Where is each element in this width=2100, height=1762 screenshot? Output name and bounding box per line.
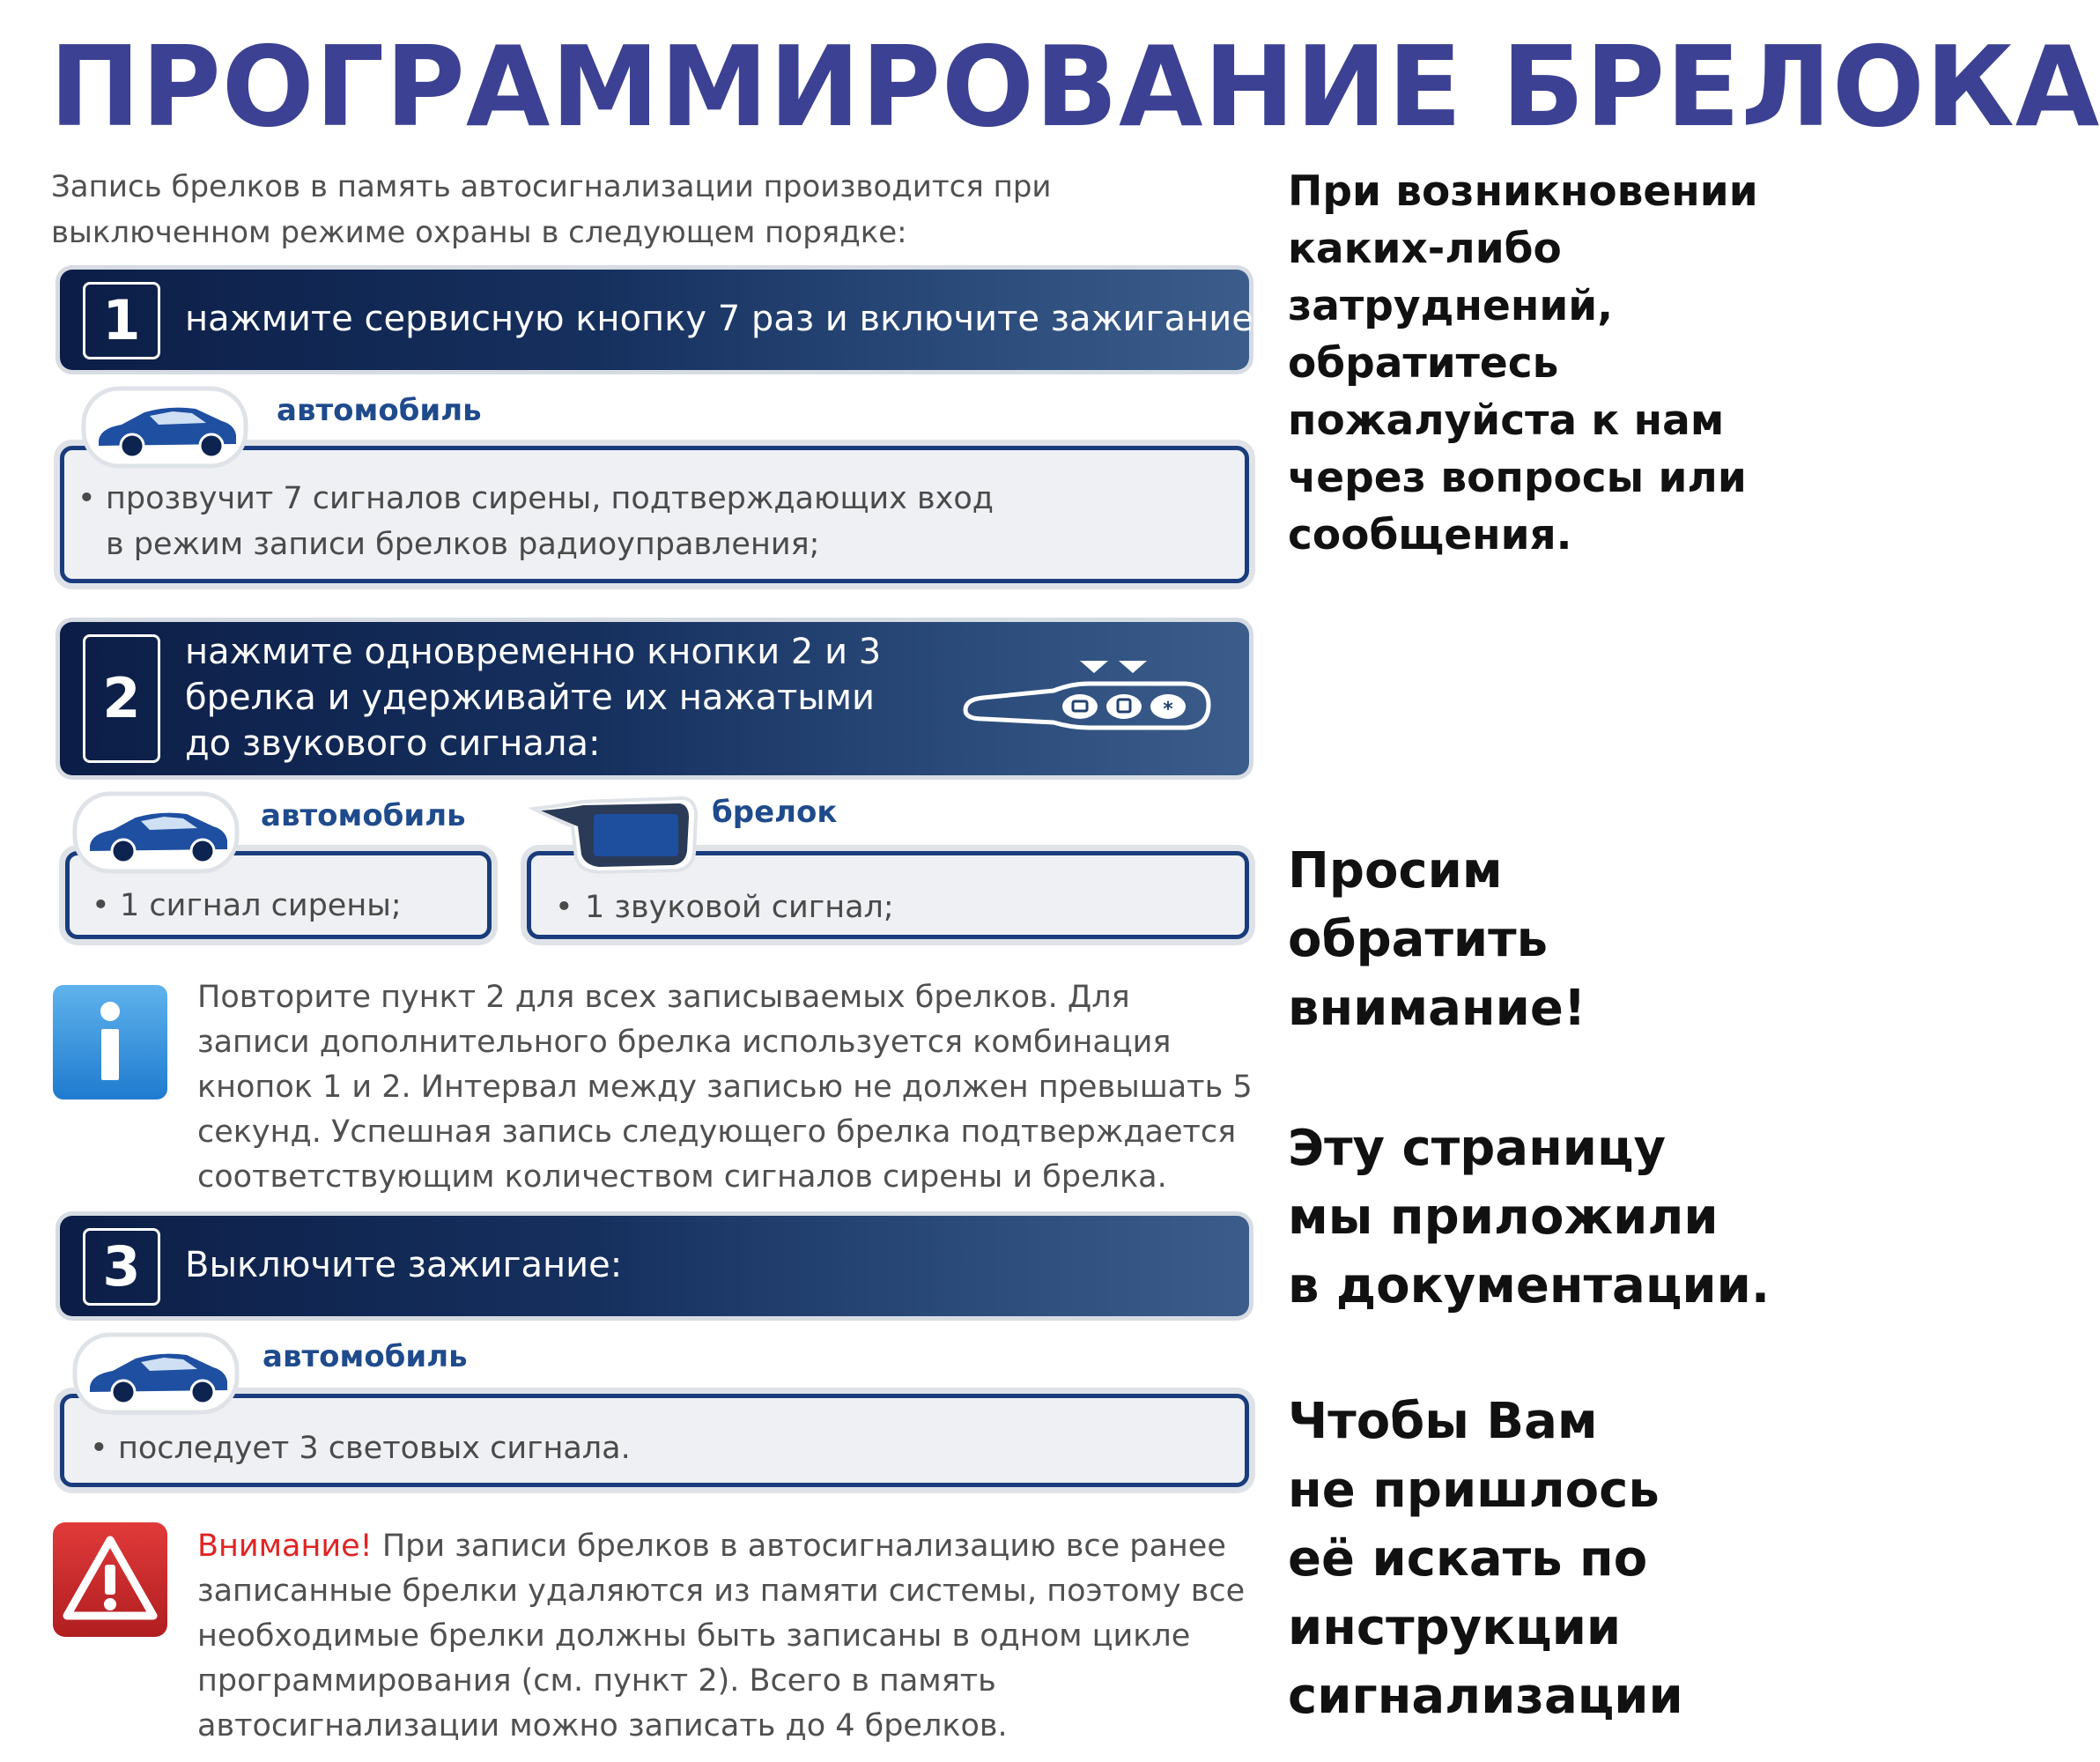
side-note-contact: [1288, 163, 1758, 564]
info-line: соответствующим количеством сигналов сирены и брелка.: [197, 1159, 1167, 1195]
info-text: [197, 975, 1253, 1200]
side-note-instruction: [1288, 1388, 1683, 1731]
warning-line: программирования (см. пункт 2). Всего в память: [197, 1663, 996, 1699]
side-line: Просим: [1288, 842, 1503, 900]
side-line: пожалуйста к нам: [1288, 396, 1725, 445]
fob-label: брелок: [712, 795, 838, 830]
key-fob-icon: [957, 648, 1221, 754]
car-label: автомобиль: [277, 393, 482, 428]
key-fob-device-icon: [529, 789, 701, 877]
info-line: кнопок 1 и 2. Интервал между записью не должен превышать 5: [197, 1070, 1253, 1105]
step-text: нажмите сервисную кнопку 7 раз и включите зажигание:: [185, 299, 1266, 339]
side-line: Эту страницу: [1288, 1120, 1667, 1177]
side-line: обратитесь: [1288, 339, 1559, 388]
warning-icon: [53, 1522, 167, 1637]
bullet: •: [78, 481, 96, 516]
side-note-documentation: [1288, 1114, 1770, 1321]
intro-line: выключенном режиме охраны в следующем порядке:: [51, 215, 907, 250]
step-number: 1: [83, 282, 160, 359]
step-2-bar: [60, 622, 1249, 775]
car-icon: [81, 386, 248, 469]
side-line: сигнализации: [1288, 1668, 1683, 1725]
warning-text: [197, 1524, 1245, 1749]
step-text: брелка и удерживайте их нажатыми: [185, 677, 876, 718]
result-line: последует 3 световых сигнала.: [118, 1431, 631, 1466]
side-line: не пришлось: [1288, 1462, 1660, 1519]
step-number: 3: [83, 1228, 160, 1306]
intro-line: Запись брелков в память автосигнализации производится при: [51, 169, 1052, 204]
step-text: нажмите одновременно кнопки 2 и 3: [185, 632, 882, 672]
info-line: Повторите пункт 2 для всех записываемых брелков. Для: [197, 980, 1130, 1015]
intro-text: [51, 164, 1249, 255]
step-number: 2: [83, 634, 160, 763]
warning-line: необходимые брелки должны быть записаны в одном цикле: [197, 1618, 1191, 1654]
page-title: ПРОГРАММИРОВАНИЕ БРЕЛОКА: [49, 22, 2100, 152]
step-text: до звукового сигнала:: [185, 723, 601, 764]
side-line: Чтобы Вам: [1288, 1393, 1598, 1450]
result-line: прозвучит 7 сигналов сирены, подтверждающих вход: [106, 481, 994, 516]
side-note-attention: [1288, 837, 1586, 1043]
car-label: автомобиль: [261, 798, 466, 833]
car-label: автомобиль: [262, 1339, 468, 1374]
bullet: •: [90, 1431, 108, 1466]
warning-line: автосигнализации можно записать до 4 брелков.: [197, 1708, 1008, 1743]
step-3-bar: [60, 1216, 1249, 1316]
side-line: затруднений,: [1288, 282, 1614, 330]
bullet: •: [92, 888, 110, 923]
step-1-bar: [60, 270, 1266, 370]
car-icon: [72, 791, 240, 874]
result-line: 1 сигнал сирены;: [120, 888, 402, 923]
result-line: 1 звуковой сигнал;: [585, 890, 894, 925]
warning-line: записанные брелки удаляются из памяти системы, поэтому все: [197, 1573, 1246, 1609]
warning-line: При записи брелков в автосигнализацию все ранее: [372, 1529, 1226, 1564]
warning-highlight: Внимание!: [197, 1529, 373, 1564]
info-icon: [53, 985, 167, 1099]
side-line: в документации.: [1288, 1257, 1771, 1314]
info-line: секунд. Успешная запись следующего брелка подтверждается: [197, 1114, 1237, 1150]
side-line: внимание!: [1288, 980, 1586, 1037]
side-line: сообщения.: [1288, 511, 1572, 559]
side-line: через вопросы или: [1288, 454, 1747, 502]
side-line: мы приложили: [1288, 1188, 1719, 1246]
svg-text:*: *: [1163, 699, 1173, 721]
bullet: •: [555, 890, 573, 925]
side-line: её искать по: [1288, 1530, 1648, 1588]
side-line: инструкции: [1288, 1599, 1622, 1656]
side-line: При возникновении: [1288, 167, 1758, 216]
car-icon: [72, 1332, 240, 1415]
info-line: записи дополнительного брелка используется комбинация: [197, 1025, 1172, 1060]
side-line: каких-либо: [1288, 225, 1562, 273]
step-text: Выключите зажигание:: [185, 1245, 623, 1285]
side-line: обратить: [1288, 911, 1549, 968]
result-line: в режим записи брелков радиоуправления;: [106, 527, 820, 562]
